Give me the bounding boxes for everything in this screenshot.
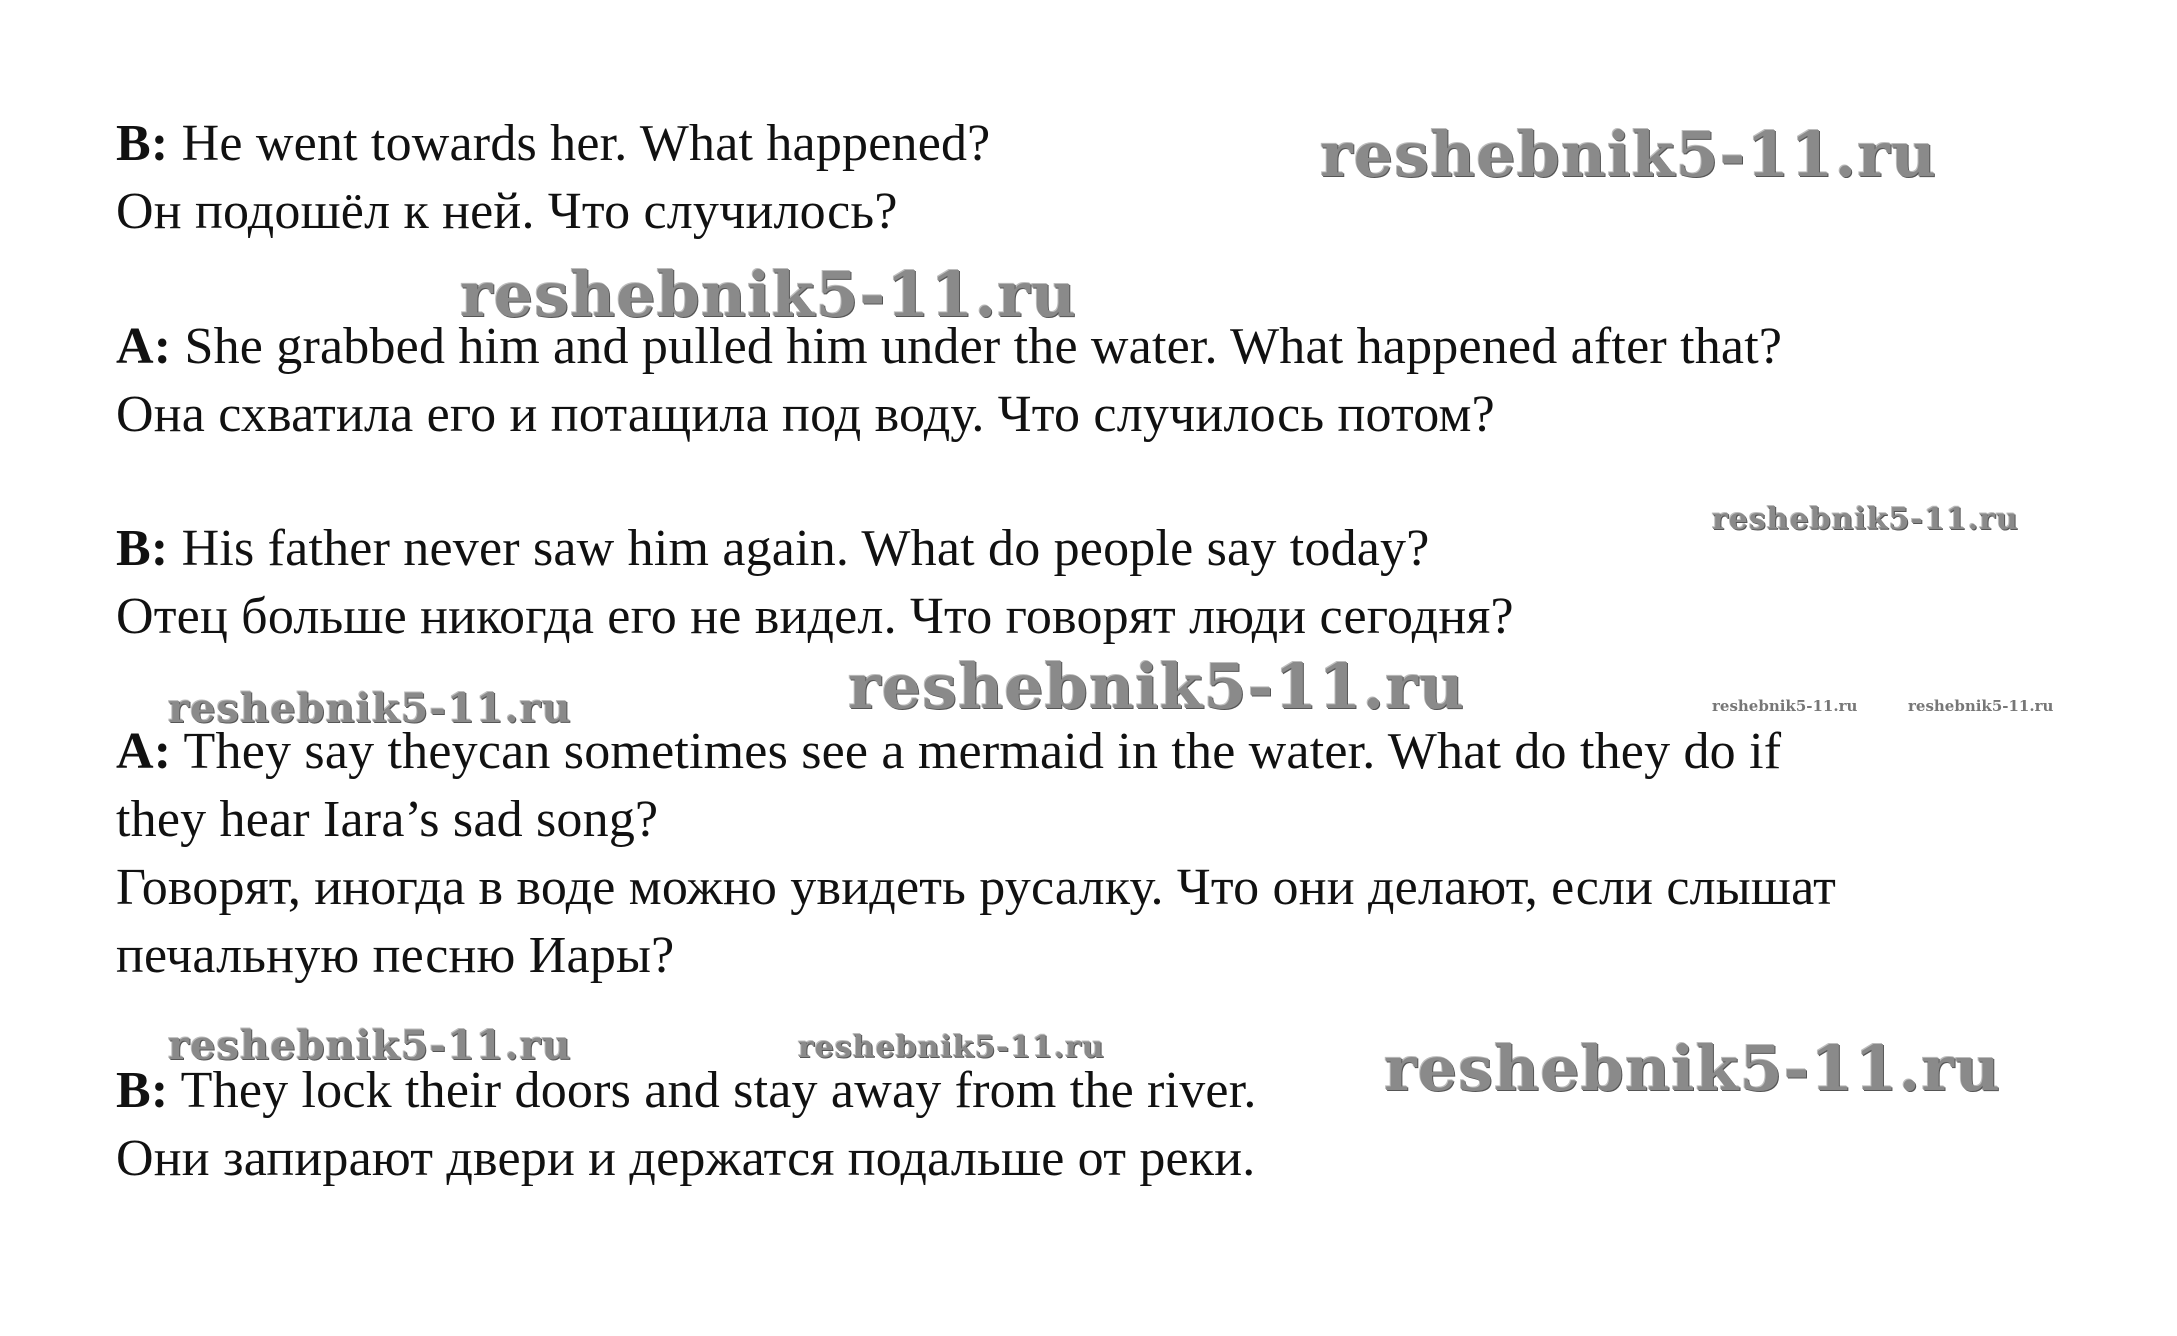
watermark: reshebnik5-11.ru — [1320, 118, 1937, 191]
russian-text: Говорят, иногда в воде можно увидеть русалку. Что они делают, если слышат — [116, 859, 1837, 916]
russian-text: Она схватила его и потащила под воду. Что случилось потом? — [116, 386, 1495, 443]
dialogue-line-russian-cont — [116, 922, 674, 990]
russian-text: Отец больше никогда его не видел. Что говорят люди сегодня? — [116, 588, 1514, 645]
russian-text: Он подошёл к ней. Что случилось? — [116, 183, 898, 240]
russian-text: печальную песню Иары? — [116, 927, 675, 984]
dialogue-line-english — [116, 515, 1430, 583]
speaker-label: A: — [116, 723, 172, 780]
dialogue-line-russian — [116, 381, 1495, 449]
english-text: She grabbed him and pulled him under the water. What happened after that? — [171, 318, 1783, 375]
dialogue-line-russian — [116, 583, 1514, 651]
watermark: reshebnik5-11.ru — [848, 650, 1465, 723]
watermark: reshebnik5-11.ru — [1384, 1032, 2001, 1105]
english-text: He went towards her. What happened? — [168, 115, 991, 172]
english-text: They say theycan sometimes see a mermaid in the water. What do they do if — [171, 723, 1782, 780]
speaker-label: B: — [116, 1062, 169, 1119]
dialogue-line-russian — [116, 1125, 1256, 1193]
watermark: reshebnik5-11.ru — [798, 1030, 1105, 1065]
speaker-label: A: — [116, 318, 172, 375]
english-text: His father never saw him again. What do people say today? — [168, 520, 1430, 577]
speaker-label: B: — [116, 520, 169, 577]
dialogue-line-russian — [116, 854, 1836, 922]
dialogue-line-russian — [116, 178, 898, 246]
speaker-label: B: — [116, 115, 169, 172]
english-text: they hear Iara’s sad song? — [116, 791, 659, 848]
watermark: reshebnik5-11.ru — [1712, 502, 2019, 537]
watermark: reshebnik5-11.ru — [168, 685, 572, 732]
english-text: They lock their doors and stay away from the river. — [168, 1062, 1257, 1119]
watermark: reshebnik5-11.ru — [1908, 697, 2054, 715]
russian-text: Они запирают двери и держатся подальше от реки. — [116, 1130, 1256, 1187]
dialogue-line-english — [116, 110, 990, 178]
watermark: reshebnik5-11.ru — [460, 258, 1077, 331]
dialogue-line-english-cont — [116, 786, 658, 854]
watermark: reshebnik5-11.ru — [168, 1022, 572, 1069]
watermark: reshebnik5-11.ru — [1712, 697, 1858, 715]
